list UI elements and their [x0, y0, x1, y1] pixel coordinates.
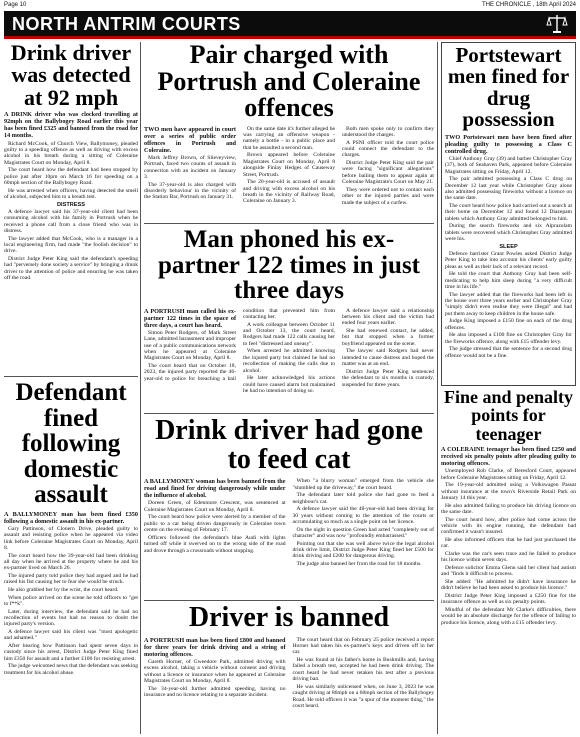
page-header-line	[4, 0, 576, 10]
paragraph: The 37-year-old is also charged with disorderly behaviour in the vicinity of the Station Bar, Portrush on January 31.	[144, 181, 236, 201]
paragraph: Pointing out that she was well above twice the legal alcohol drink drive limit, District Judge Peter King fined her £500 for drink driving and £200 for dangerous driving.	[292, 540, 434, 560]
divider	[144, 413, 434, 414]
paragraph: He also informed officers that he had just purchased the car.	[441, 537, 576, 550]
paragraph: They were ordered not to contact each other or the injured parties and were made the subject of a curfew.	[342, 186, 434, 206]
paragraph: He also admitted failing to produce his driving licence on the same date.	[441, 502, 576, 516]
paragraph: She added: "He admitted he didn't have insurance he didn't believe he had been asked to produce his licence."	[441, 579, 576, 592]
paragraph: Clarke was the car's seen trace and he failed to produce his licence within seven days.	[441, 551, 576, 564]
paragraph: The court heard how police were alerted by a member of the public to a car being driven dangerously in Coleraine town centre on the evening of February 17.	[144, 514, 286, 534]
headline: Portstewart men fined for drug possession	[447, 43, 570, 132]
story-body	[4, 111, 138, 281]
lead-paragraph: A PORTRUSH man has been fined £800 and banned for three years for drink driving and a string of motoring offences.	[144, 636, 286, 658]
masthead: THE CHRONICLE , 18th April 2024	[481, 2, 576, 8]
paragraph: The injured party told police they had argued and he had raised his fist causing her to fear she would be struck.	[4, 572, 138, 586]
paragraph: The defendant later told police she had gone to feed a neighbour's cat.	[292, 492, 434, 505]
paragraph: A defence lawyer said his 37-year-old client had been consuming alcohol with his family in Portrush when he received a phone call from a close friend who was in distress.	[4, 208, 138, 234]
paragraph: Doreen Green, of Edenmore Crescent, was sentenced at Coleraine Magistrates Court on Monday, April 8.	[144, 500, 286, 513]
divider	[4, 376, 138, 377]
paragraph: When "a blurry woman" emerged from the vehicle she "stumbled up the driveway," the court heard.	[292, 478, 434, 491]
paragraph: Richard McCook, of Church View, Ballymoney, pleaded guilty to a speeding offence as well as driving with excess alcohol in his breath during a sitting of Coleraine Magistrates Court on Monday, April 8.	[4, 140, 138, 166]
headline: Defendant fined following domestic assault	[15, 380, 127, 508]
paragraph: A defence lawyer said a relationship between his client and the victim had ended four years earlier.	[342, 307, 434, 327]
paragraph: After hearing how Pattinson had spent seven days in custody since his arrest, District Judge Peter King fined him £350 for assault and a further £100 for resisting arrest.	[4, 642, 138, 662]
story-drink-driver	[4, 42, 138, 375]
story-defendant	[4, 380, 138, 734]
paragraph: The court heard how the defendant had been stopped by police just after 10pm on March 16 for speeding on a 60mph section of the Ballybogey Road.	[4, 167, 138, 187]
paragraph: He was arrested when officers, having detected the smell of alcohol, subjected him to a breath test.	[4, 187, 138, 201]
lead-paragraph: TWO men have appeared in court over a series of public order offences in Portrush and Coleraine.	[144, 125, 236, 154]
paragraph: He was similarly unlicensed when, on June 3, 2023 he was caught driving at 86mph on a 60mph section of the Ballybogey Road. He told officers it was "a spur of the moment thing," the court heard.	[292, 683, 434, 709]
paragraph: The court heard that on October 18, 2023, the injured party reported the 46-year-old to police for breaching a bail condition that prevented him from contacting her.	[144, 307, 335, 382]
paragraph: Judge King imposed a £150 fine on each of the drug offences.	[445, 318, 572, 331]
column-divider	[140, 42, 141, 734]
paragraph: Gary Pattinson, of Clonern Drive, pleaded guilty to assault and resisting police when he appeared via video link before Coleraine Magistrates Court on Monday, April 8.	[4, 525, 138, 551]
paragraph: The pair admitted possessing a Class C drug on December 12 last year while Christopher Gray alone also admitted possessing fireworks without a licence on the same date.	[445, 176, 572, 202]
story-body	[144, 308, 434, 395]
headline: Fine and penalty points for teenager	[443, 388, 574, 444]
paragraph: Defence solicitor Emma Glenn said her client had autism and "finds it difficult to process.	[441, 565, 576, 578]
subheading: DISTRESS	[57, 201, 85, 208]
banner-underline	[4, 36, 576, 39]
lead-paragraph: A BALLYMONEY woman has been banned from the road and fined for driving dangerously while under the influence of alcohol.	[144, 478, 286, 500]
paragraph: District Judge Peter King sentenced the defendant to six months in custody, suspended for three years.	[342, 368, 434, 388]
page-number: Page 10	[4, 2, 27, 8]
paragraph: Both men spoke only to confirm they understood the charges.	[342, 125, 434, 138]
paragraph: He also grabbed her by the wrist, the court heard.	[8, 586, 119, 593]
paragraph: Mindful of the defendant Mr Clarke's difficulties, there would be an absolute discharge for the offence of failing to produce his licence, along with a £15 offender levy.	[441, 607, 576, 626]
story-pair	[144, 42, 434, 220]
paragraph: She had renewed contact, he added, but that stopped when a former boyfriend appeared on the scene.	[342, 327, 434, 347]
column-divider	[437, 42, 438, 734]
story-body	[144, 126, 434, 206]
paragraph: The judge welcomed news that the defendant was seeking treatment for his alcohol abuse.	[4, 663, 138, 676]
paragraph: Gareth Horner, of Gweedore Park, admitted driving with excess alcohol, taking a vehicle without consent and driving without a licence or insurance when he appeared at Coleraine Magistrates Court on Monday, April 8.	[144, 658, 286, 684]
paragraph: District Judge Peter King imposed a £250 fine for the insurance offence as well as six penalty points.	[441, 593, 576, 606]
paragraph: Unemployed Rob Clarke, of Beresford Court, appeared before Coleraine Magistrates sitting on Friday, April 12.	[441, 468, 576, 481]
paragraph: The judge stressed that the sentence for a second drug offence would not be a fine.	[445, 346, 572, 359]
paragraph: The court heard how police had carried out a search at their home on December 12 and found 12 Diazepam tablets which Anthony Gray admitted belonged to him.	[445, 203, 572, 222]
paragraph: Later, during interview, the defendant said he had no recollection of events but had no reason to doubt the injured party's version.	[4, 608, 138, 628]
paragraph: A PSNI officer told the court police could connect the defendant to the charges.	[342, 139, 434, 159]
paragraph: Officers followed the defendant's blue Audi with lights turned off while it swerved on to the wrong side of the road and drove through a crossroads without stopping.	[144, 534, 286, 554]
subheading: SLEEP	[499, 243, 518, 250]
lead-paragraph: A DRINK driver who was clocked travelling at 92mph on the Ballybogey Road earlier this year has been fined £325 and banned from the road for 14 months.	[4, 111, 138, 140]
section-banner	[4, 11, 576, 36]
paragraph: The 34-year-old further admitted speeding, having no insurance and no licence relating to a separate incident.	[144, 685, 286, 698]
paragraph: The lawyer added that McCook, who is a manager in a local engineering firm, had made "the foolish decision" to drive.	[4, 235, 138, 255]
paragraph: The lawyer said Rodgers had never intended to cause distress and hoped the matter was at an end.	[342, 348, 434, 368]
lead-paragraph: A PORTRUSH man called his ex-partner 122 times in the space of three days, a court has heard.	[144, 307, 236, 329]
paragraph: Brown appeared before Coleraine Magistrates Court on Monday, April 8 alongside Finlay Hedges of Causeway Street, Portrush.	[243, 152, 335, 178]
lead-paragraph: TWO Portstewart men have been fined after pleading guilty to possessing a Class C controlled drug.	[445, 133, 572, 155]
paragraph: During the search fireworks and six Alprazolam tablets were recovered which Christopher Gray admitted were his.	[445, 223, 572, 243]
paragraph: The judge also banned her from the road for 18 months.	[296, 560, 422, 567]
paragraph: The court heard how the 39-year-old had been drinking all day when he arrived at the property where he and his ex-partner lived on March 26.	[4, 552, 138, 572]
paragraph: He was found at his father's home in Bushmills and, having failed a breath test, accepted he had been drink driving. The court heard he had never retaken his test after a previous driving ban.	[292, 656, 434, 683]
divider	[144, 223, 434, 224]
story-body	[144, 478, 434, 567]
headline: Driver is banned	[188, 604, 390, 633]
story-body	[445, 134, 572, 360]
paragraph: Chief Anthony Gray (39) and barber Christopher Gray (37), both of Seahaven Park, appeared before Coleraine Magistrates sitting on Friday, April 12.	[445, 155, 572, 175]
scales-of-justice-icon	[546, 13, 568, 34]
divider	[144, 600, 434, 601]
paragraph: The court heard that on February 25 police received a report Horner had taken his ex-partner's keys and driven off in her car.	[292, 636, 434, 656]
paragraph: He later acknowledged his actions could have caused alarm but maintained he had no intention of doing so.	[243, 375, 335, 394]
headline: Drink driver had gone to feed cat	[155, 417, 423, 475]
paragraph: On the same date it's further alleged he was carrying an offensive weapon - namely a bottle - in a public place and that he assaulted a second man.	[243, 125, 335, 151]
paragraph: On the night in question Green had acted "completely out of character" and was now "profoundly embarrassed."	[292, 526, 434, 539]
paragraph: A defence lawyer said his client was "most apologetic and ashamed."	[4, 628, 138, 642]
paragraph: Simon Peter Rodgers, of Mark Street Lane, admitted harassment and improper use of a public communications network when he appeared at Coleraine Magistrates Court on Monday, April 8.	[144, 329, 236, 362]
paragraph: The lawyer added that the fireworks had been left in the house over three years earlier and Christopher Gray "simply didn't even realise they were illegal" and had put them away to keep children in the house safe.	[445, 291, 572, 317]
paragraph: The 19-year-old admitted using a Volkswagen Passat without insurance at the town's Riverside Retail Park on January 14 this year.	[441, 482, 576, 502]
paragraph: The court heard how, after police had come across the vehicle with its engine running, the defendant had confirmed it wasn't insured.	[441, 516, 576, 536]
paragraph: A defence lawyer said the 48-year-old had been driving for 30 years without coming to the attention of the courts or accumulating so much as a single point on her licence.	[292, 506, 434, 525]
paragraph: The 20-year-old is accused of assault and driving with excess alcohol on his breath in the vicinity of Railway Road, Coleraine on January 3.	[243, 179, 335, 205]
paragraph: District Judge Peter King said the pair were facing "significant allegations" before bailing them to appear again at Coleraine Magistrate's Court on May 21.	[342, 159, 434, 186]
paragraph: Mark Jeffrey Brown, of Slieveyview, Portrush, faced two counts of assault in connection with an incident on January 3.	[144, 154, 236, 180]
story-phoned	[144, 227, 434, 410]
story-banned	[144, 604, 434, 734]
paragraph: He told the court that Anthony Gray had been self-medicating to help him sleep during "a very difficult time in his life."	[445, 271, 572, 291]
paragraph: When police arrived on the scene he told officers to "get to f**k".	[4, 594, 138, 607]
lead-paragraph: A BALLYMONEY man has been fined £350 following a domestic assault in his ex-partner.	[4, 510, 138, 525]
headline: Man phoned his ex-partner 122 times in just three days	[157, 227, 421, 304]
paragraph: District Judge Peter King said the defendant's speeding had "perversely done society a service" by bringing a drunk driver to the attention of police and ensuring he was taken off the road.	[4, 255, 138, 282]
story-body	[441, 446, 576, 626]
story-penalty	[441, 388, 576, 734]
headline: Drink driver was detected at 92 mph	[10, 42, 132, 110]
story-body	[144, 637, 434, 710]
headline: Pair charged with Portrush and Coleraine offences	[157, 42, 421, 123]
story-feed-cat	[144, 417, 434, 597]
story-body	[4, 511, 138, 677]
paragraph: He also imposed a £100 fine on Christopher Gray for the fireworks offence, along with £15 offender levy.	[445, 332, 572, 345]
story-portstewart	[441, 42, 576, 386]
section-title: NORTH ANTRIM COURTS	[12, 14, 241, 34]
lead-paragraph: A COLERAINE teenager has been fined £250 and received six penalty points after pleading guilty to motoring offences.	[441, 446, 576, 468]
paragraph: When arrested he admitted knowing the injured party but claimed he had no recollection of making the calls due to alcohol.	[243, 348, 335, 374]
paragraph: Defence barrister Grant Powles asked District Judge Peter King to take into account his clients' early guilty pleas as well as their lack of a relevant record.	[445, 250, 572, 270]
paragraph: A work colleague between October 11 and October 13, the court heard, Rodgers had made 122 calls causing her to feel "distressed and uneasy".	[243, 321, 335, 347]
